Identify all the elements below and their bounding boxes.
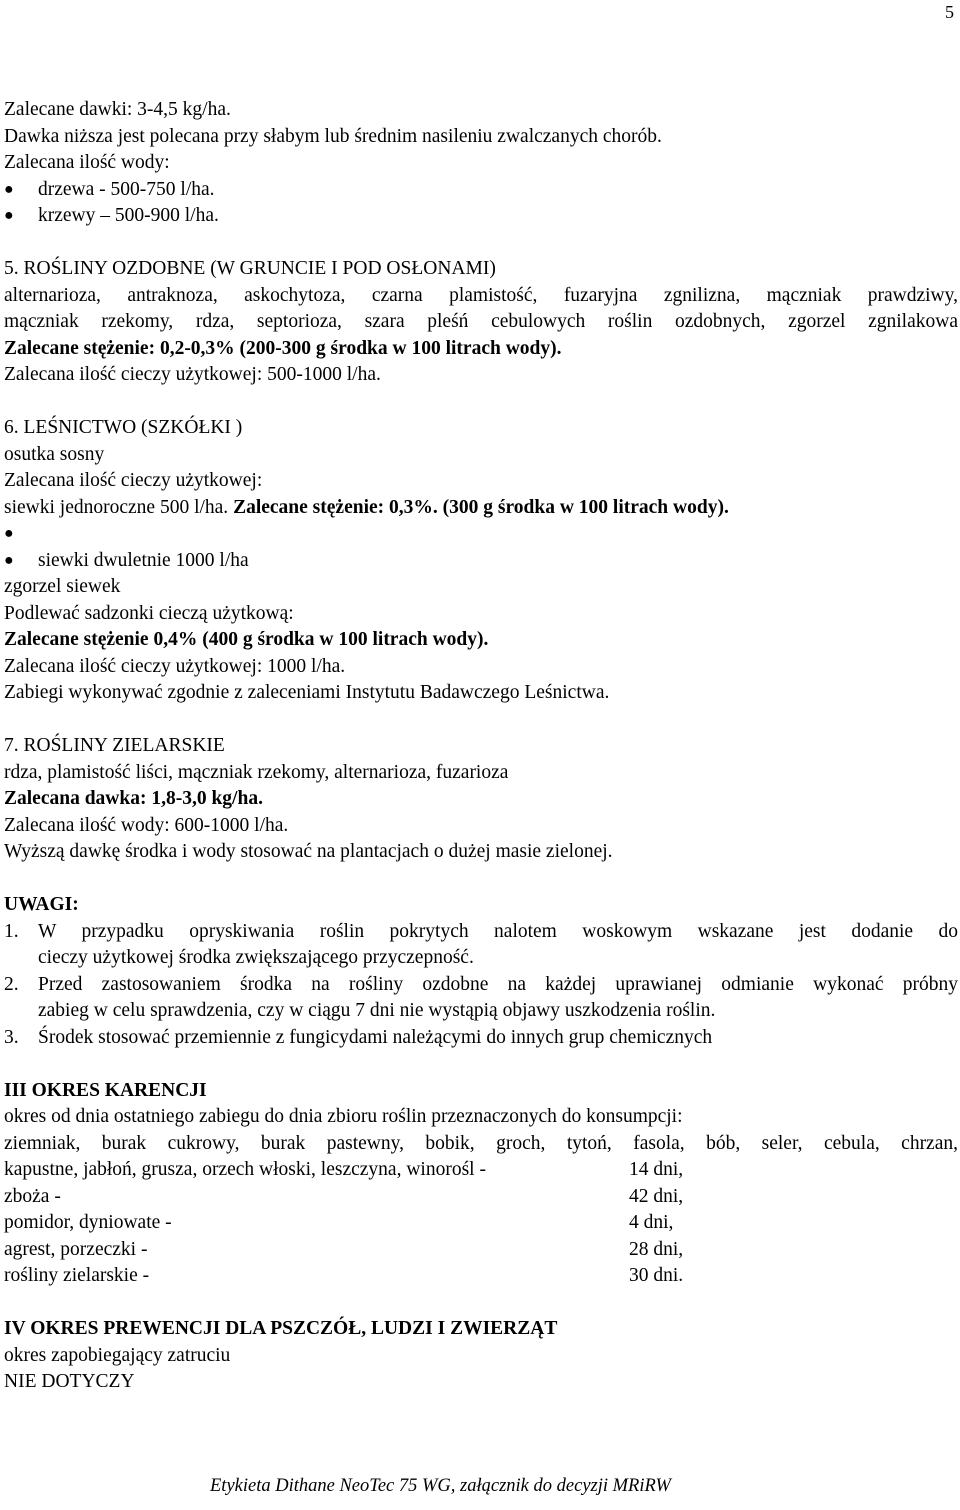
- list-item: ● drzewa - 500-750 l/ha.: [4, 177, 958, 204]
- section-5-diseases-line2: mączniak rzekomy, rdza, septorioza, szara pleśń cebulowych roślin ozdobnych, zgorzel zgnilakowa: [4, 311, 958, 332]
- section-6-concentration: Zalecane stężenie 0,4% (400 g środka w 100 litrach wody).: [4, 629, 489, 650]
- bullet-icon: ●: [4, 551, 14, 569]
- list-item: [4, 521, 958, 548]
- karencja-crops-line1: ziemniak, burak cukrowy, burak pastewny, bobik, groch, tytoń, fasola, bób, seler, cebula, chrzan,: [4, 1132, 958, 1154]
- section-6-disease2: zgorzel siewek: [4, 576, 121, 597]
- section-7-dose: Zalecana dawka: 1,8-3,0 kg/ha.: [4, 788, 263, 809]
- section-6-heading: 6. LEŚNICTWO (SZKÓŁKI ): [4, 417, 243, 438]
- footer: Etykieta Dithane NeoTec 75 WG, załącznik do decyzji MRiRW: [210, 1476, 671, 1496]
- bullet-icon: ●: [4, 525, 14, 542]
- prewencja-line1: okres zapobiegający zatruciu: [4, 1344, 231, 1366]
- table-row: pomidor, dyniowate - 4 dni,: [4, 1212, 674, 1233]
- karencja-intro: okres od dnia ostatniego zabiegu do dnia zbioru roślin przeznaczonych do konsumpcji:: [4, 1106, 683, 1127]
- table-row: rośliny zielarskie - 30 dni.: [4, 1265, 684, 1286]
- section-7-water: Zalecana ilość wody: 600-1000 l/ha.: [4, 814, 289, 836]
- list-item: ● siewki dwuletnie 1000 l/ha: [4, 548, 958, 575]
- section-6-watering: Podlewać sadzonki cieczą użytkową:: [4, 602, 294, 624]
- document-body: [4, 97, 958, 1396]
- list-item: 1. W przypadku opryskiwania roślin pokrytych nalotem woskowym wskazane jest dodanie do cieczy użytkowej środka zwiększającego przyczepność.: [4, 920, 958, 968]
- section-6-note: Zabiegi wykonywać zgodnie z zaleceniami Instytutu Badawczego Leśnictwa.: [4, 682, 610, 703]
- section-6-liquid-label: Zalecana ilość cieczy użytkowej:: [4, 470, 263, 491]
- recommended-dose: Zalecane dawki: 3-4,5 kg/ha.: [4, 99, 231, 120]
- remarks-heading: UWAGI:: [4, 894, 79, 915]
- list-item: 2. Przed zastosowaniem środka na rośliny ozdobne na każdej uprawianej odmianie wykonać próbny zabieg w celu sprawdzenia, czy w ciągu 7 dni nie wystąpią objawy uszkodzenia roślin.: [4, 973, 958, 1021]
- table-row: kapustne, jabłoń, grusza, orzech włoski, leszczyna, winorośl - 14 dni,: [4, 1159, 684, 1180]
- section-7-heading: 7. ROŚLINY ZIELARSKIE: [4, 735, 225, 756]
- section-6-disease1: osutka sosny: [4, 443, 105, 465]
- water-label: Zalecana ilość wody:: [4, 152, 170, 173]
- list-item: 3. Środek stosować przemiennie z fungicydami należącymi do innych grup chemicznych: [4, 1026, 713, 1048]
- karencja-heading: III OKRES KARENCJI: [4, 1079, 207, 1101]
- section-6-seedlings-one-year: siewki jednoroczne 500 l/ha. Zalecane stężenie: 0,3%. (300 g środka w 100 litrach wody).: [4, 496, 729, 518]
- prewencja-heading: IV OKRES PREWENCJI DLA PSZCZÓŁ, LUDZI I ZWIERZĄT: [4, 1318, 558, 1339]
- bullet-icon: ●: [4, 207, 14, 224]
- section-7-note: Wyższą dawkę środka i wody stosować na plantacjach o dużej masie zielonej.: [4, 841, 613, 862]
- section-7-diseases: rdza, plamistość liści, mączniak rzekomy, alternarioza, fuzarioza: [4, 761, 509, 783]
- section-5-heading: 5. ROŚLINY OZDOBNE (W GRUNCIE I POD OSŁONAMI): [4, 258, 496, 279]
- section-6-one-year-concentration: Zalecane stężenie: 0,3%. (300 g środka w 100 litrach wody).: [233, 496, 729, 518]
- section-5-concentration: Zalecane stężenie: 0,2-0,3% (200-300 g środka w 100 litrach wody).: [4, 337, 562, 359]
- lower-dose-note: Dawka niższa jest polecana przy słabym lub średnim nasileniu zwalczanych chorób.: [4, 125, 662, 147]
- table-row: agrest, porzeczki - 28 dni,: [4, 1238, 684, 1260]
- list-item: ● krzewy – 500-900 l/ha.: [4, 203, 958, 230]
- bullet-icon: ●: [4, 180, 14, 198]
- section-5-diseases-line1: alternarioza, antraknoza, askochytoza, czarna plamistość, fuzaryjna zgnilizna, mączniak prawdziwy,: [4, 284, 958, 306]
- section-6-liquid: Zalecana ilość cieczy użytkowej: 1000 l/ha.: [4, 655, 346, 677]
- table-row: zboża - 42 dni,: [4, 1185, 684, 1207]
- page-number: 5: [945, 2, 954, 22]
- section-5-liquid: Zalecana ilość cieczy użytkowej: 500-1000 l/ha.: [4, 364, 381, 385]
- prewencja-line2: NIE DOTYCZY: [4, 1371, 135, 1392]
